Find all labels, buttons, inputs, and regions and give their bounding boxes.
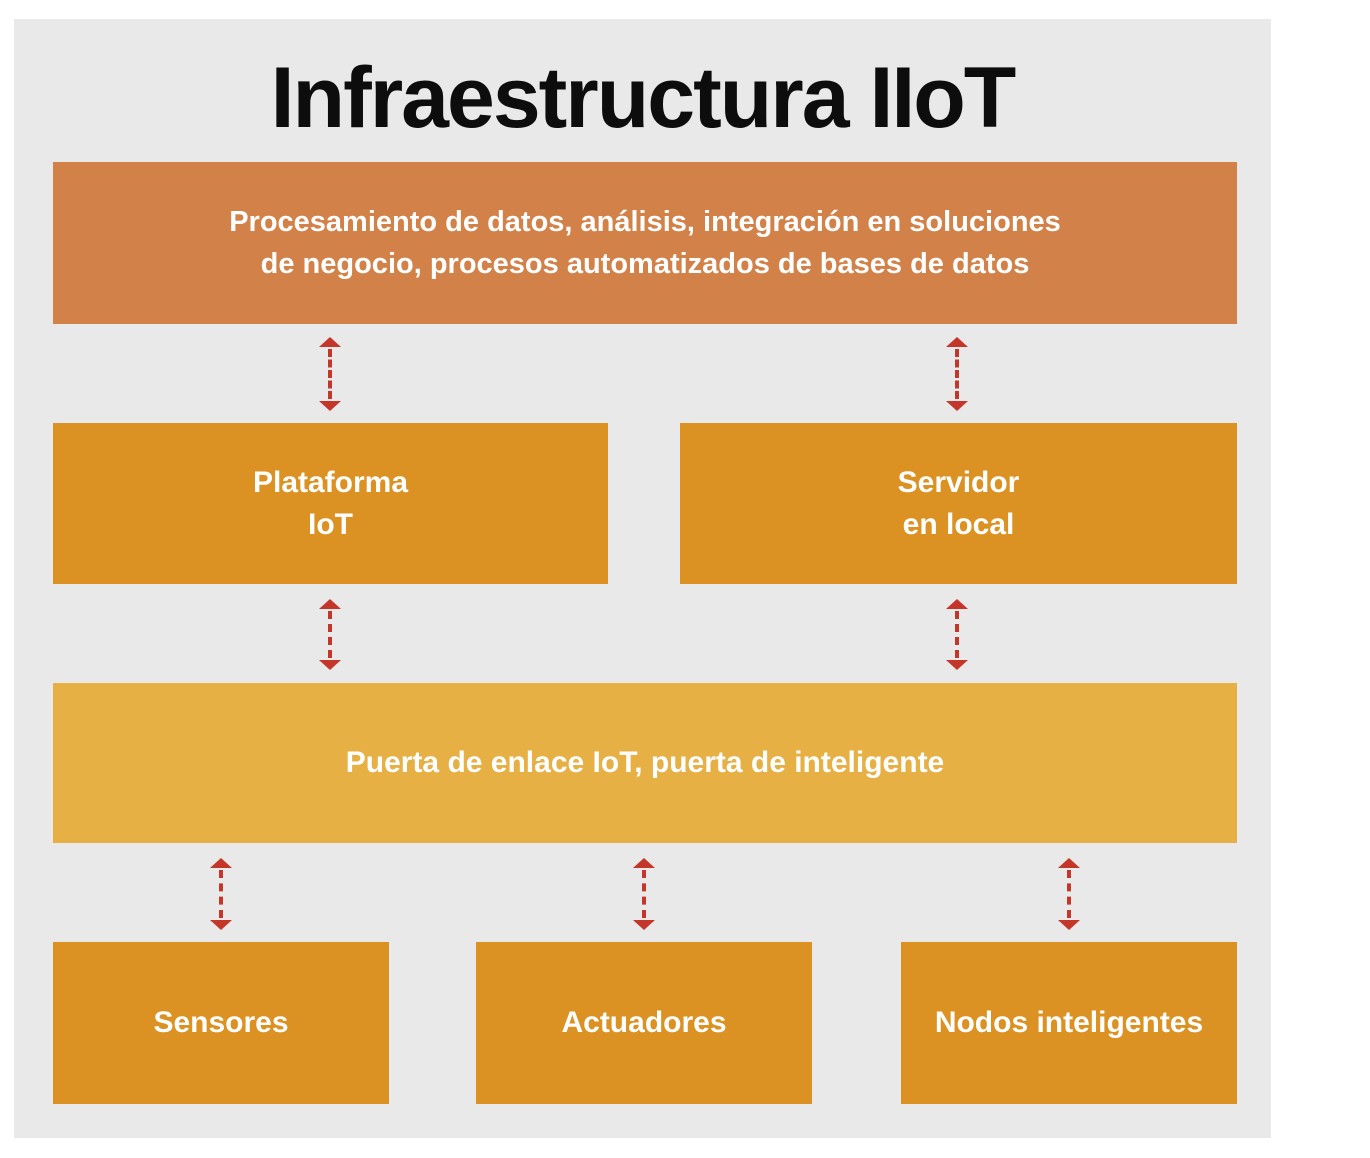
diagram-panel: [14, 19, 1271, 1138]
server-box: [680, 423, 1237, 584]
actuators-box-label: Actuadores: [561, 1006, 727, 1039]
arrow-shaft: [1067, 870, 1071, 918]
platform-box: [53, 423, 608, 584]
arrow-up-icon: [210, 858, 232, 868]
smart-nodes-box-label: Nodos inteligentes: [934, 1006, 1204, 1039]
double-arrow-gateway-sensors: [209, 858, 233, 930]
arrow-up-icon: [1058, 858, 1080, 868]
arrow-up-icon: [946, 337, 968, 347]
smart-nodes-box: [901, 942, 1237, 1104]
gateway-box-label: Puerta de enlace IoT, puerta de inteligente: [345, 746, 945, 779]
arrow-up-icon: [946, 599, 968, 609]
arrow-shaft: [955, 349, 959, 399]
arrow-shaft: [219, 870, 223, 918]
arrow-shaft: [328, 611, 332, 658]
server-box-line1: Servidor: [897, 465, 1020, 499]
platform-box-line2: IoT: [308, 507, 353, 541]
arrow-shaft: [955, 611, 959, 658]
diagram-title: Infraestructura IIoT: [270, 50, 1015, 146]
processing-box: [53, 162, 1237, 324]
arrow-down-icon: [210, 920, 232, 930]
arrow-down-icon: [1058, 920, 1080, 930]
double-arrow-processing-server: [945, 337, 969, 411]
arrow-up-icon: [319, 337, 341, 347]
arrow-down-icon: [633, 920, 655, 930]
sensors-box-label: Sensores: [153, 1006, 289, 1039]
gateway-box: [53, 683, 1237, 843]
arrow-up-icon: [319, 599, 341, 609]
double-arrow-platform-gateway: [318, 599, 342, 670]
platform-box-line1: Plataforma: [252, 465, 409, 499]
arrow-down-icon: [946, 660, 968, 670]
arrow-shaft: [328, 349, 332, 399]
actuators-box: [476, 942, 812, 1104]
double-arrow-gateway-nodes: [1057, 858, 1081, 930]
double-arrow-processing-platform: [318, 337, 342, 411]
arrow-down-icon: [319, 660, 341, 670]
arrow-down-icon: [946, 401, 968, 411]
double-arrow-gateway-actuators: [632, 858, 656, 930]
arrow-up-icon: [633, 858, 655, 868]
server-box-line2: en local: [902, 507, 1015, 541]
arrow-down-icon: [319, 401, 341, 411]
processing-box-line1: Procesamiento de datos, análisis, integración en soluciones: [229, 206, 1061, 238]
double-arrow-server-gateway: [945, 599, 969, 670]
arrow-shaft: [642, 870, 646, 918]
processing-box-line2: de negocio, procesos automatizados de bases de datos: [260, 248, 1030, 280]
sensors-box: [53, 942, 389, 1104]
